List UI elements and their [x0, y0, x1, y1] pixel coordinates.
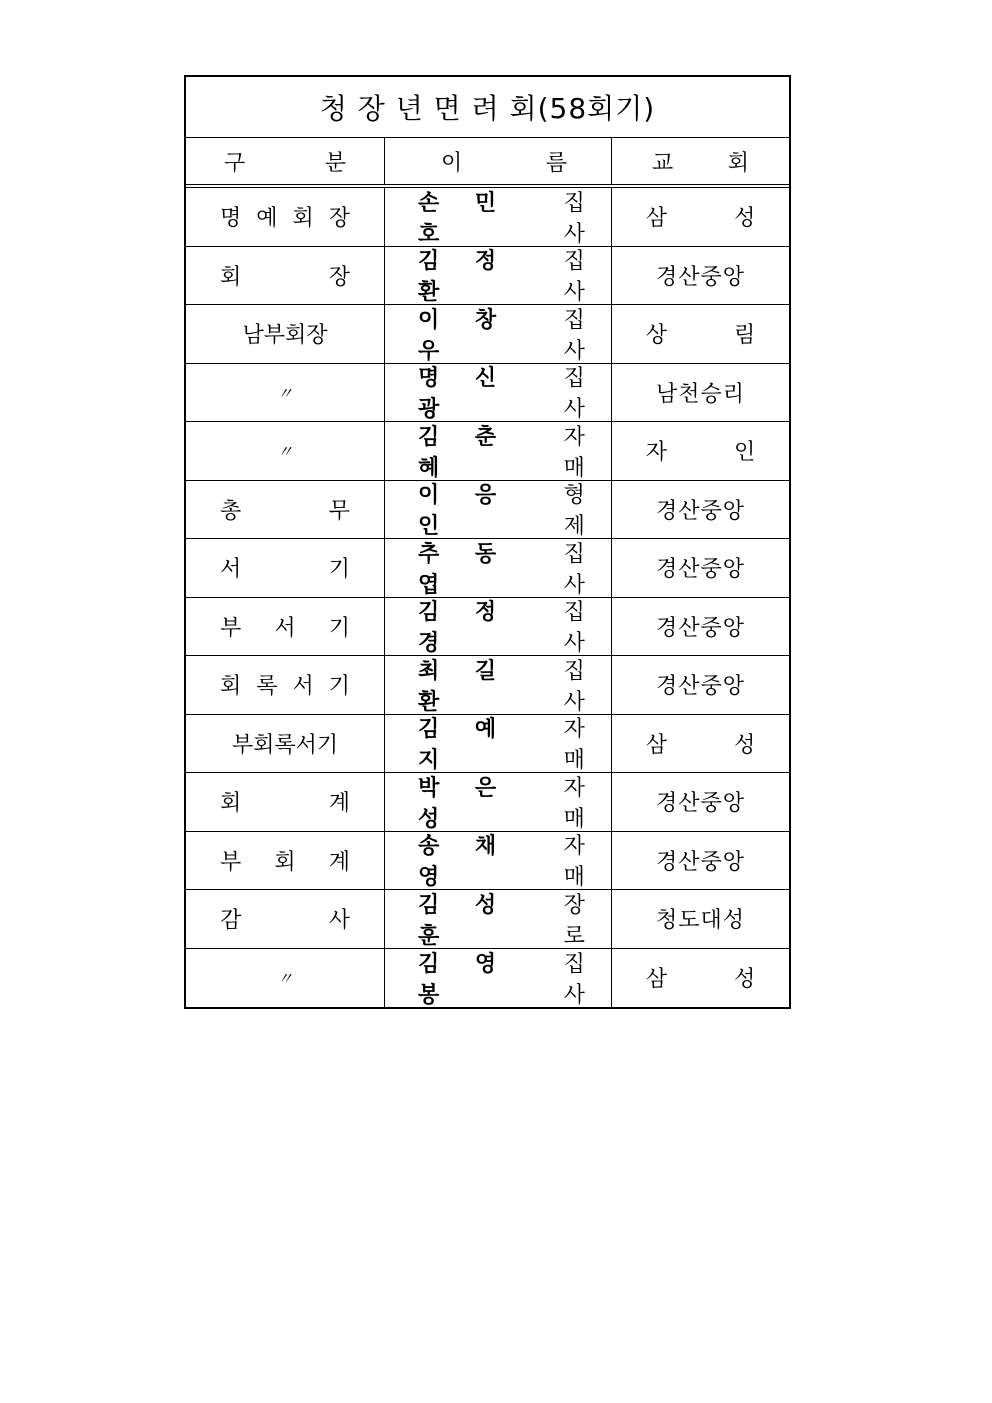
table-row — [186, 188, 789, 247]
role-label: 회 장 — [220, 264, 350, 290]
role-cell — [186, 949, 385, 1008]
person-title: 집사 — [563, 951, 588, 1008]
church-cell — [612, 773, 789, 831]
role-cell — [186, 773, 385, 831]
role-label: 총 무 — [220, 498, 350, 524]
role-cell — [186, 364, 385, 422]
table-row — [186, 715, 789, 774]
person-name: 김 영 봉 — [418, 951, 511, 1008]
church-name: 경산중앙 — [655, 674, 745, 700]
role-label: 회 록 서 기 — [220, 674, 350, 700]
header-category-char-1: 구 — [224, 150, 246, 176]
church-name: 경산중앙 — [655, 849, 745, 875]
church-name: 남천승리 — [655, 381, 745, 407]
role-label: 부 회 계 — [220, 849, 350, 875]
person-title: 자매 — [563, 424, 588, 481]
person-title: 집사 — [563, 658, 588, 715]
role-cell — [186, 832, 385, 890]
role-cell — [186, 890, 385, 948]
church-cell — [612, 364, 789, 422]
header-row — [186, 138, 789, 188]
table-row — [186, 890, 789, 949]
role-cell — [186, 247, 385, 305]
church-name: 경산중앙 — [655, 498, 745, 524]
church-cell — [612, 598, 789, 656]
person-name: 이 창 우 — [418, 307, 511, 364]
header-name-char-2: 름 — [545, 150, 567, 176]
role-label: 회 계 — [220, 791, 350, 817]
church-name: 경산중앙 — [655, 791, 745, 817]
person-name: 김 성 훈 — [418, 892, 511, 949]
role-cell — [186, 422, 385, 480]
person-name: 명 신 광 — [418, 366, 511, 423]
person-title: 집사 — [563, 307, 588, 364]
name-cell — [385, 773, 612, 831]
person-name: 김 정 경 — [418, 600, 511, 657]
role-cell — [186, 539, 385, 597]
church-name: 삼 성 — [645, 967, 786, 993]
role-label: 감 사 — [220, 908, 350, 934]
name-cell — [385, 656, 612, 714]
table-row — [186, 832, 789, 891]
person-name: 최 길 환 — [418, 658, 511, 715]
role-cell — [186, 598, 385, 656]
church-name: 경산중앙 — [655, 264, 745, 290]
person-name: 김 정 환 — [418, 249, 511, 306]
name-cell — [385, 539, 612, 597]
church-name: 상 림 — [645, 323, 786, 349]
name-cell — [385, 188, 612, 246]
church-cell — [612, 832, 789, 890]
role-label: 남부회장 — [242, 323, 328, 349]
name-cell — [385, 715, 612, 773]
person-title: 자매 — [563, 834, 588, 891]
person-title: 장로 — [563, 892, 588, 949]
person-title: 자매 — [563, 717, 588, 774]
name-cell — [385, 949, 612, 1008]
church-cell — [612, 949, 789, 1008]
person-name: 송 채 영 — [418, 834, 511, 891]
church-cell — [612, 247, 789, 305]
table-row — [186, 598, 789, 657]
table-row — [186, 949, 789, 1008]
name-cell — [385, 364, 612, 422]
role-label: 부 서 기 — [220, 615, 350, 641]
person-name: 김 춘 혜 — [418, 424, 511, 481]
name-cell — [385, 247, 612, 305]
role-cell — [186, 305, 385, 363]
church-cell — [612, 890, 789, 948]
ditto-mark: 〃 — [276, 969, 293, 989]
person-name: 이 응 인 — [418, 483, 511, 540]
church-cell — [612, 481, 789, 539]
header-church-char-2: 회 — [727, 150, 749, 176]
role-label: 서 기 — [220, 557, 350, 583]
church-name: 청도대성 — [655, 908, 745, 934]
person-title: 형제 — [563, 483, 588, 540]
person-title: 집사 — [563, 249, 588, 306]
person-name: 추 동 엽 — [418, 541, 511, 598]
name-cell — [385, 890, 612, 948]
table-row — [186, 247, 789, 306]
table-row — [186, 305, 789, 364]
name-cell — [385, 481, 612, 539]
ditto-mark: 〃 — [276, 383, 293, 403]
role-cell — [186, 188, 385, 246]
role-cell — [186, 656, 385, 714]
church-cell — [612, 539, 789, 597]
person-title: 집사 — [563, 541, 588, 598]
church-name: 삼 성 — [645, 732, 786, 758]
person-title: 자매 — [563, 775, 588, 832]
church-cell — [612, 715, 789, 773]
person-name: 김 예 지 — [418, 717, 511, 774]
church-name: 경산중앙 — [655, 615, 745, 641]
name-cell — [385, 305, 612, 363]
person-title: 집사 — [563, 600, 588, 657]
person-title: 집사 — [563, 366, 588, 423]
church-cell — [612, 305, 789, 363]
role-label: 명 예 회 장 — [220, 206, 350, 232]
header-church-char-1: 교 — [652, 150, 674, 176]
person-name: 손 민 호 — [418, 190, 511, 247]
table-row — [186, 539, 789, 598]
name-cell — [385, 422, 612, 480]
church-name: 삼 성 — [645, 206, 786, 232]
table-row — [186, 422, 789, 481]
table-row — [186, 481, 789, 540]
header-name — [385, 138, 612, 184]
table-row — [186, 656, 789, 715]
church-cell — [612, 422, 789, 480]
roster-table — [184, 75, 791, 1009]
church-cell — [612, 656, 789, 714]
name-cell — [385, 832, 612, 890]
church-name: 자 인 — [645, 440, 786, 466]
role-cell — [186, 715, 385, 773]
church-name: 경산중앙 — [655, 557, 745, 583]
role-label: 부회록서기 — [231, 732, 339, 758]
table-row — [186, 773, 789, 832]
header-category — [186, 138, 385, 184]
table-row — [186, 364, 789, 423]
header-church — [612, 138, 789, 184]
table-body — [186, 188, 789, 1007]
table-title: 청 장 년 면 려 회(58회기) — [186, 77, 789, 138]
person-name: 박 은 성 — [418, 775, 511, 832]
role-cell — [186, 481, 385, 539]
header-category-char-2: 분 — [324, 150, 346, 176]
church-cell — [612, 188, 789, 246]
ditto-mark: 〃 — [276, 442, 293, 462]
name-cell — [385, 598, 612, 656]
person-title: 집사 — [563, 190, 588, 247]
header-name-char-1: 이 — [441, 150, 463, 176]
